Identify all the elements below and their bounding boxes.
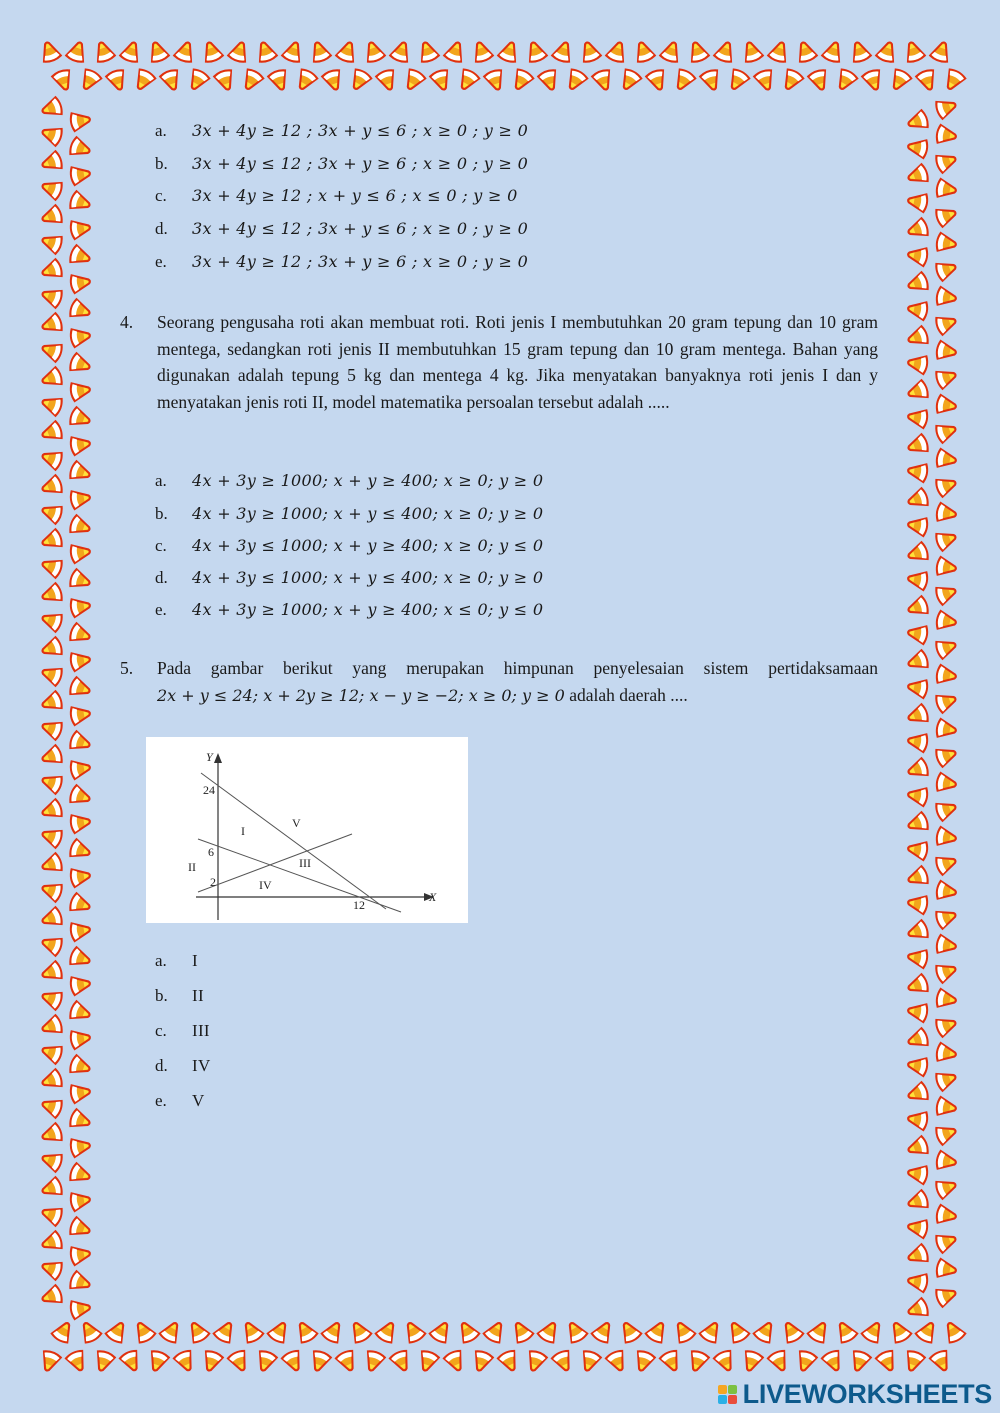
line-2x-plus-y-24 — [201, 773, 386, 909]
q3-option-b[interactable] — [155, 151, 528, 177]
q4-option-c[interactable] — [155, 533, 543, 559]
region-label-IV: IV — [259, 878, 272, 892]
region-label-I: I — [241, 824, 245, 838]
logo-square-4 — [728, 1395, 737, 1404]
region-label-V: V — [292, 816, 301, 830]
option-text: 3x + 4y ≥ 12 ; x + y ≤ 6 ; x ≤ 0 ; y ≥ 0 — [192, 186, 518, 205]
option-letter: d. — [155, 219, 168, 238]
q4-option-d[interactable] — [155, 565, 543, 591]
option-letter: b. — [155, 154, 168, 173]
option-letter: c. — [155, 536, 167, 555]
option-letter: e. — [155, 1091, 167, 1110]
region-label-III: III — [299, 856, 311, 870]
q5-option-e[interactable] — [155, 1088, 205, 1114]
option-letter: d. — [155, 568, 168, 587]
axis-y-label: Y — [206, 750, 213, 764]
q5-option-a[interactable] — [155, 948, 198, 974]
question-5-text-line2 — [157, 682, 878, 710]
logo-square-1 — [718, 1385, 727, 1394]
q4-option-e[interactable] — [155, 597, 543, 623]
question-5-text-line1: Pada gambar berikut yang merupakan himpunan penyelesaian sistem pertidaksamaan — [157, 658, 878, 678]
tick-label-12: 12 — [353, 898, 365, 912]
option-text: 4x + 3y ≤ 1000; x + y ≥ 400; x ≥ 0; y ≤ 0 — [192, 536, 544, 555]
q3-option-e[interactable] — [155, 249, 528, 275]
option-text: 3x + 4y ≥ 12 ; 3x + y ≥ 6 ; x ≥ 0 ; y ≥ 0 — [192, 252, 529, 271]
option-letter: a. — [155, 121, 167, 140]
option-letter: e. — [155, 252, 167, 271]
question-4-number: 4. — [120, 312, 134, 332]
question-5-number: 5. — [120, 658, 134, 678]
q3-option-a[interactable] — [155, 118, 528, 144]
option-letter: a. — [155, 951, 167, 970]
option-text: 3x + 4y ≤ 12 ; 3x + y ≤ 6 ; x ≥ 0 ; y ≥ 0 — [192, 219, 529, 238]
y-axis-arrow — [214, 753, 222, 763]
option-letter: b. — [155, 986, 168, 1005]
line-x-minus-y-neg2 — [198, 834, 352, 892]
logo-square-2 — [728, 1385, 737, 1394]
option-letter: c. — [155, 1021, 167, 1040]
tick-label-2: 2 — [210, 875, 216, 889]
option-letter: e. — [155, 600, 167, 619]
q5-option-d[interactable] — [155, 1053, 211, 1079]
q3-option-c[interactable] — [155, 183, 518, 209]
option-text: IV — [192, 1056, 211, 1075]
option-letter: c. — [155, 186, 167, 205]
q5-option-b[interactable] — [155, 983, 204, 1009]
option-letter: a. — [155, 471, 167, 490]
q4-option-b[interactable] — [155, 501, 543, 527]
option-text: 4x + 3y ≤ 1000; x + y ≤ 400; x ≥ 0; y ≥ 0 — [192, 568, 544, 587]
option-text: II — [192, 986, 204, 1005]
question-5-suffix: adalah daerah .... — [564, 685, 688, 705]
option-text: 4x + 3y ≥ 1000; x + y ≥ 400; x ≥ 0; y ≥ 0 — [192, 471, 544, 490]
option-text: 3x + 4y ≤ 12 ; 3x + y ≥ 6 ; x ≥ 0 ; y ≥ 0 — [192, 154, 529, 173]
liveworksheets-logo[interactable] — [718, 1379, 992, 1409]
option-text: I — [192, 951, 198, 970]
q3-option-d[interactable] — [155, 216, 528, 242]
option-text: 4x + 3y ≥ 1000; x + y ≤ 400; x ≥ 0; y ≥ 0 — [192, 504, 544, 523]
line-x-plus-2y-12 — [198, 839, 401, 912]
q4-option-a[interactable] — [155, 468, 543, 494]
axis-x-label: X — [429, 890, 437, 904]
option-text: 4x + 3y ≥ 1000; x + y ≥ 400; x ≤ 0; y ≤ 0 — [192, 600, 544, 619]
question-5-inequalities: 2x + y ≤ 24; x + 2y ≥ 12; x − y ≥ −2; x ≥ 0; y ≥ 0 — [157, 686, 565, 705]
inequality-graph — [146, 737, 468, 923]
region-label-II: II — [188, 860, 196, 874]
logo-text: LIVEWORKSHEETS — [742, 1378, 992, 1409]
option-letter: d. — [155, 1056, 168, 1075]
option-letter: b. — [155, 504, 168, 523]
logo-square-3 — [718, 1395, 727, 1404]
option-text: V — [192, 1091, 205, 1110]
option-text: 3x + 4y ≥ 12 ; 3x + y ≤ 6 ; x ≥ 0 ; y ≥ 0 — [192, 121, 529, 140]
q5-option-c[interactable] — [155, 1018, 210, 1044]
option-text: III — [192, 1021, 210, 1040]
logo-icon — [718, 1385, 737, 1404]
tick-label-24: 24 — [203, 783, 215, 797]
question-4-text: Seorang pengusaha roti akan membuat roti. Roti jenis I membutuhkan 20 gram tepung dan 10 gram mentega, sedangkan roti jenis II membutuhkan 15 gram tepung dan 10 gram mentega. Bahan yang digunakan adalah tepung 5 kg dan mentega 4 kg. Jika menyatakan banyaknya roti jenis I dan y menyatakan jenis roti II, model matematika persoalan tersebut adalah ..... — [157, 312, 878, 412]
tick-label-6: 6 — [208, 845, 214, 859]
